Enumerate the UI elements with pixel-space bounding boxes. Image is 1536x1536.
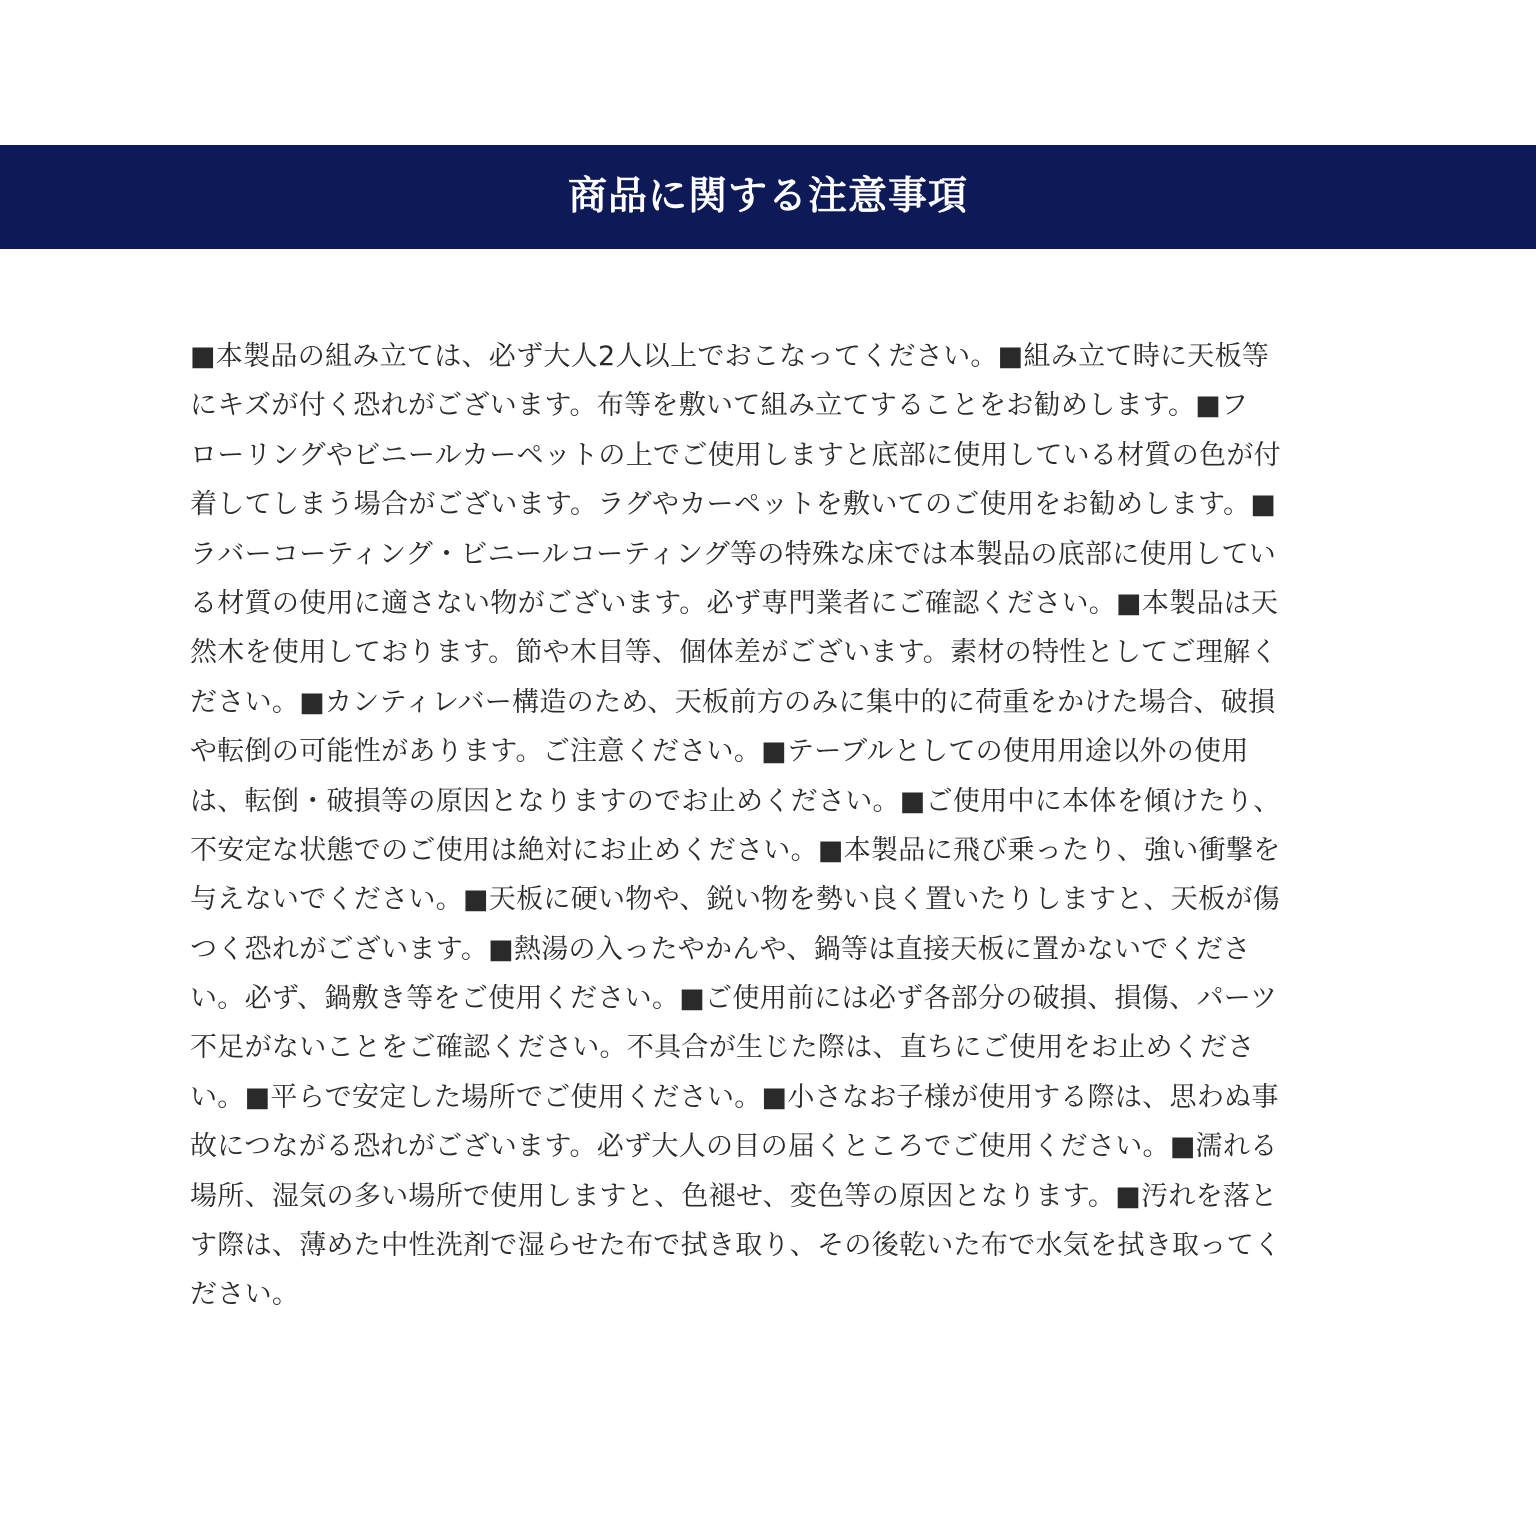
notice-line: ラバーコーティング・ビニールコーティング等の特殊な床では本製品の底部に使用してい	[190, 538, 1277, 570]
notice-line: は、転倒・破損等の原因となりますのでお止めください。■ご使用中に本体を傾けたり、	[190, 785, 1281, 817]
notice-line: 場所、湿気の多い場所で使用しますと、色褪せ、変色等の原因となります。■汚れを落と	[190, 1180, 1278, 1212]
notice-line: ■本製品の組み立ては、必ず大人2人以上でおこなってください。■組み立て時に天板等	[190, 341, 1270, 372]
notice-text-block	[190, 332, 1350, 1320]
page-title: 商品に関する注意事項	[567, 173, 968, 219]
notice-line: 故につながる恐れがございます。必ず大人の目の届くところでご使用ください。■濡れる	[190, 1131, 1278, 1163]
notice-line: 与えないでください。■天板に硬い物や、鋭い物を勢い良く置いたりしますと、天板が傷	[190, 884, 1280, 916]
notice-line: ローリングやビニールカーペットの上でご使用しますと底部に使用している材質の色が付	[190, 439, 1281, 471]
notice-line: や転倒の可能性があります。ご注意ください。■テーブルとしての使用用途以外の使用	[190, 736, 1249, 768]
notice-line: い。■平らで安定した場所でご使用ください。■小さなお子様が使用する際は、思わぬ事	[190, 1081, 1279, 1113]
notice-line: 不安定な状態でのご使用は絶対にお止めください。■本製品に飛び乗ったり、強い衝撃を	[190, 834, 1281, 866]
notice-line: つく恐れがございます。■熱湯の入ったやかんや、鍋等は直接天板に置かないでくださ	[190, 933, 1251, 965]
notice-line: 不足がないことをご確認ください。不具合が生じた際は、直ちにご使用をお止めくださ	[190, 1032, 1255, 1064]
notice-line: ださい。■カンティレバー構造のため、天板前方のみに集中的に荷重をかけた場合、破損	[190, 686, 1276, 718]
notice-line: ださい。	[190, 1279, 300, 1311]
notice-line: 然木を使用しております。節や木目等、個体差がございます。素材の特性としてご理解く	[190, 637, 1278, 669]
notice-line: 着してしまう場合がございます。ラグやカーペットを敷いてのご使用をお勧めします。■	[190, 489, 1277, 521]
notice-line: にキズが付く恐れがございます。布等を敷いて組み立てすることをお勧めします。■フ	[190, 390, 1249, 422]
notice-line: い。必ず、鍋敷き等をご使用ください。■ご使用前には必ず各部分の破損、損傷、パーツ	[190, 983, 1278, 1015]
notice-line: る材質の使用に適さない物がございます。必ず専門業者にご確認ください。■本製品は天	[190, 587, 1279, 619]
notice-line: す際は、薄めた中性洗剤で湿らせた布で拭き取り、その後乾いた布で水気を拭き取ってく	[190, 1230, 1282, 1262]
header-band	[0, 145, 1536, 249]
